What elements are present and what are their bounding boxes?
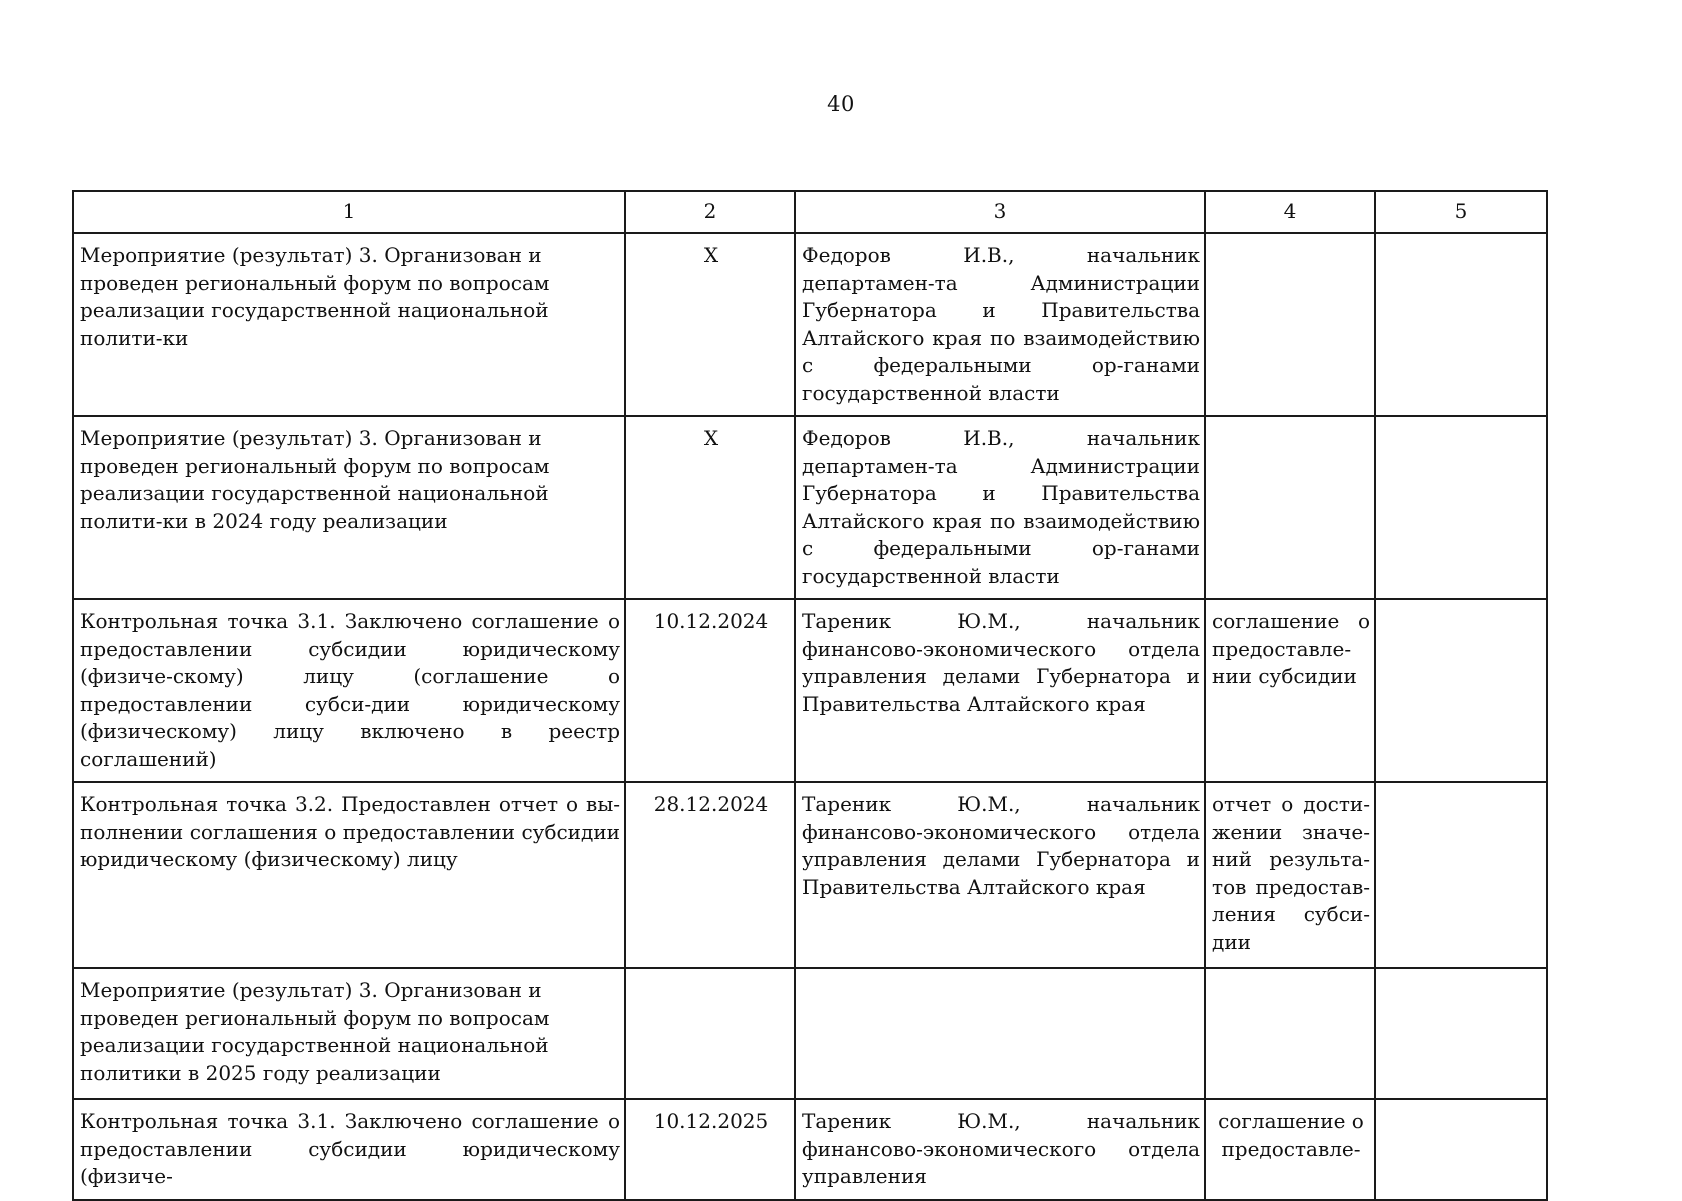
- cell-event-name: Контрольная точка 3.1. Заключено соглашение о предоставлении субсидии юридическому (физиче-скому) лицу (соглашение о предоставлении субси-дии юридическому (физическому) лицу включено в реестр соглашений): [73, 599, 625, 782]
- cell-event-name: Контрольная точка 3.2. Предоставлен отчет о вы-полнении соглашения о предоставлении субсидии юридическому (физическому) лицу: [73, 782, 625, 968]
- cell-deadline: [625, 968, 795, 1099]
- cell-document: [1205, 233, 1375, 416]
- cell-document: отчет о дости-жении значе-ний результа-тов предостав-ления субси-дии: [1205, 782, 1375, 968]
- cell-notes: [1375, 416, 1547, 599]
- cell-responsible: [795, 968, 1205, 1099]
- header-col-3: 3: [795, 191, 1205, 233]
- table-header-row: [73, 191, 1547, 233]
- cell-responsible: Федоров И.В., начальник департамен-та Администрации Губернатора и Правительства Алтайского края по взаимодействию с федеральными ор-ганами государственной власти: [795, 233, 1205, 416]
- cell-document: [1205, 968, 1375, 1099]
- cell-deadline: 28.12.2024: [625, 782, 795, 968]
- cell-deadline: X: [625, 233, 795, 416]
- header-col-5: 5: [1375, 191, 1547, 233]
- header-col-2: 2: [625, 191, 795, 233]
- plan-table: [72, 190, 1548, 1201]
- cell-responsible: Тареник Ю.М., начальник финансово-экономического отдела управления делами Губернатора и Правительства Алтайского края: [795, 599, 1205, 782]
- cell-notes: [1375, 1099, 1547, 1200]
- cell-notes: [1375, 233, 1547, 416]
- cell-responsible: Федоров И.В., начальник департамен-та Администрации Губернатора и Правительства Алтайского края по взаимодействию с федеральными ор-ганами государственной власти: [795, 416, 1205, 599]
- cell-document: соглашение о предоставле-: [1205, 1099, 1375, 1200]
- cell-responsible: Тареник Ю.М., начальник финансово-экономического отдела управления: [795, 1099, 1205, 1200]
- table-row: [73, 599, 1547, 782]
- cell-document: соглашение о предоставле-нии субсидии: [1205, 599, 1375, 782]
- cell-event-name: Мероприятие (результат) 3. Организован и проведен региональный форум по вопросам реализации государственной национальной полити-ки: [73, 233, 625, 416]
- cell-deadline: 10.12.2024: [625, 599, 795, 782]
- table-row: [73, 416, 1547, 599]
- cell-notes: [1375, 782, 1547, 968]
- table-row: [73, 968, 1547, 1099]
- table-row: [73, 233, 1547, 416]
- table-row: [73, 1099, 1547, 1200]
- cell-notes: [1375, 599, 1547, 782]
- cell-deadline: 10.12.2025: [625, 1099, 795, 1200]
- table-row: [73, 782, 1547, 968]
- cell-event-name: Мероприятие (результат) 3. Организован и проведен региональный форум по вопросам реализации государственной национальной полити-ки в 2024 году реализации: [73, 416, 625, 599]
- header-col-1: 1: [73, 191, 625, 233]
- header-col-4: 4: [1205, 191, 1375, 233]
- cell-notes: [1375, 968, 1547, 1099]
- cell-event-name: Мероприятие (результат) 3. Организован и проведен региональный форум по вопросам реализации государственной национальной политики в 2025 году реализации: [73, 968, 625, 1099]
- cell-event-name: Контрольная точка 3.1. Заключено соглашение о предоставлении субсидии юридическому (физиче-: [73, 1099, 625, 1200]
- cell-document: [1205, 416, 1375, 599]
- cell-responsible: Тареник Ю.М., начальник финансово-экономического отдела управления делами Губернатора и Правительства Алтайского края: [795, 782, 1205, 968]
- cell-deadline: X: [625, 416, 795, 599]
- page-number: 40: [827, 92, 855, 116]
